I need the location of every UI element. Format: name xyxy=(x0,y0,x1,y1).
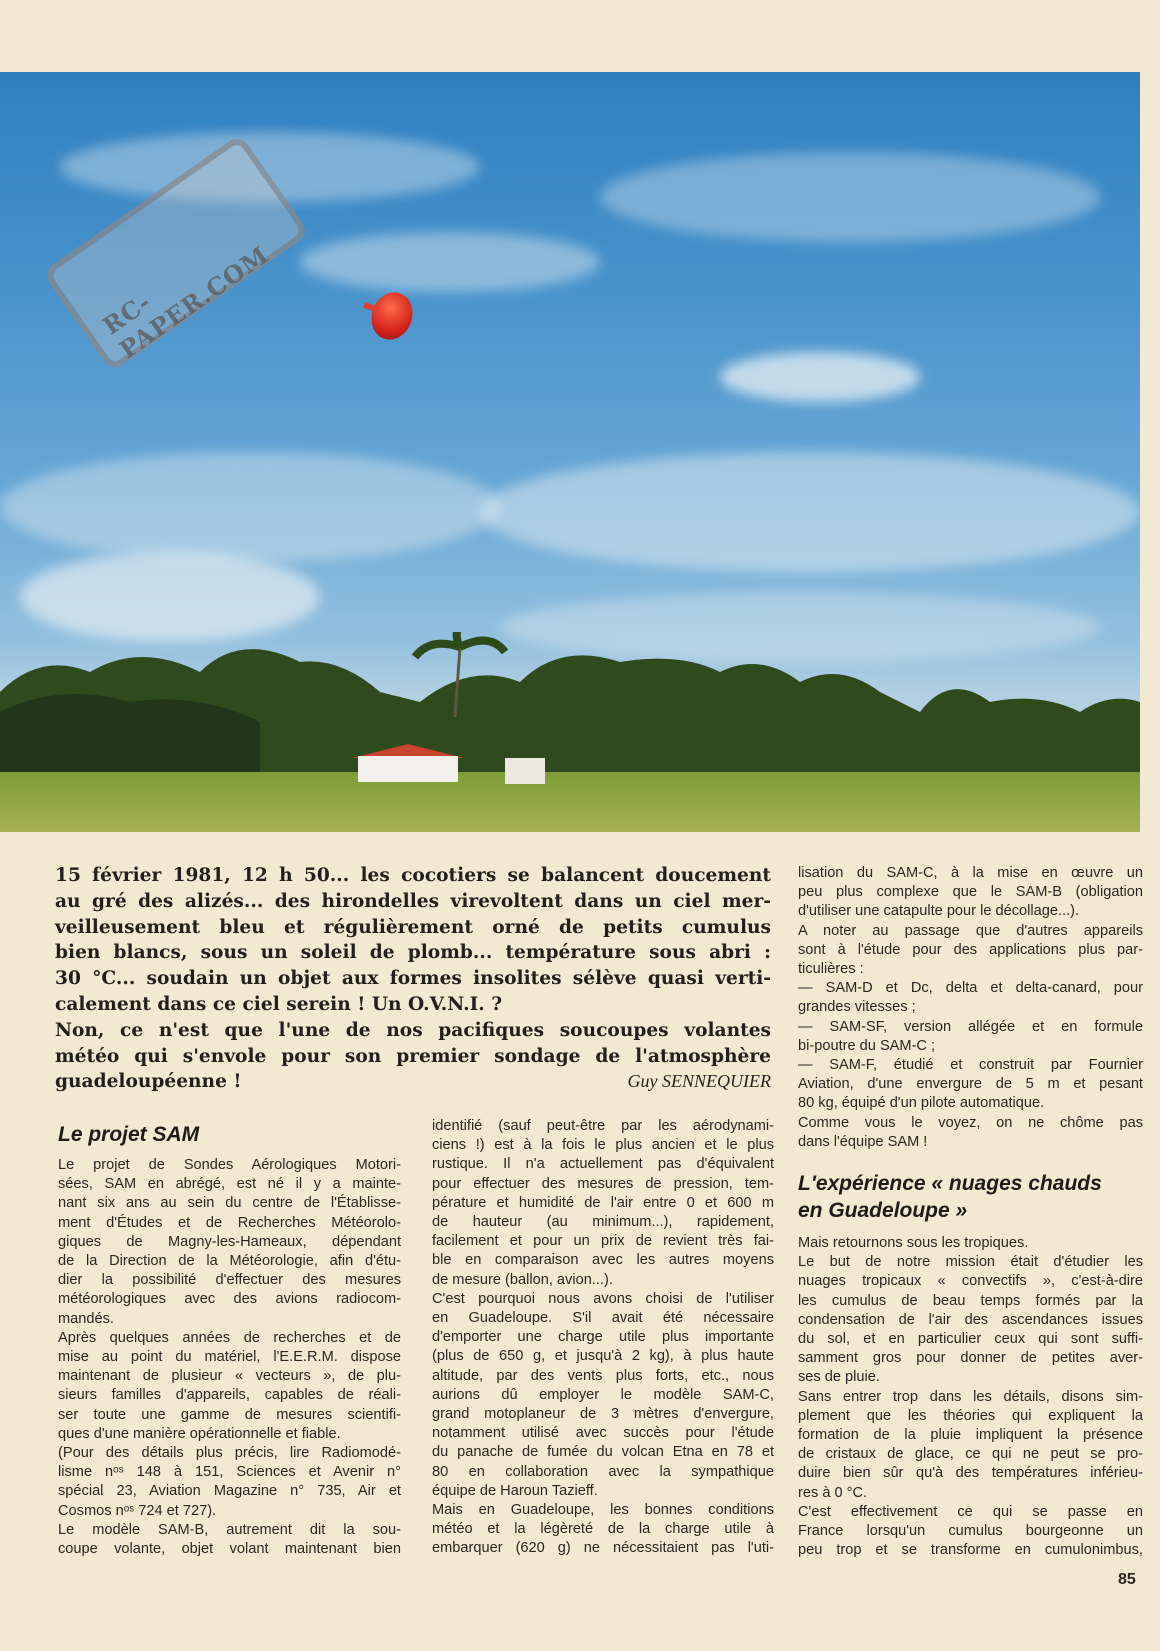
text-line: Le modèle SAM-B, autrement dit la sou- xyxy=(58,1521,401,1538)
paragraph xyxy=(798,1503,1143,1561)
text-line: altitude, par des vents plus forts, etc., nous xyxy=(432,1367,774,1384)
flying-saucer-drone xyxy=(365,287,419,346)
intro-line: guadeloupéenne ! xyxy=(55,1071,242,1093)
text-line: en Guadeloupe. S'il avait été nécessaire xyxy=(432,1310,774,1327)
author-byline: Guy SENNEQUIER xyxy=(627,1071,771,1092)
house xyxy=(505,758,545,784)
paragraph xyxy=(58,1156,401,1329)
paragraph xyxy=(798,979,1143,1017)
section-heading xyxy=(798,1170,1143,1224)
paragraph xyxy=(58,1329,401,1444)
text-line: maintenant de plusieur « vecteurs », de plu- xyxy=(58,1368,401,1385)
text-line: ciens !) est à la fois le plus ancien et le plus xyxy=(432,1137,774,1154)
text-line: sont à l'étude pour des applications plus par- xyxy=(798,941,1143,958)
intro-line: Non, ce n'est que l'une de nos pacifiques soucoupes volantes xyxy=(55,1019,771,1041)
text-line: Mais en Guadeloupe, les bonnes conditions xyxy=(432,1502,774,1519)
text-line: ble en comparaison avec les autres moyens xyxy=(432,1252,774,1269)
text-line: embarquer (620 g) ne nécessitaient pas l'uti- xyxy=(432,1540,774,1557)
text-line: France lorsqu'un cumulus bourgeonne un xyxy=(798,1523,1143,1540)
text-line: météo et la légèreté de la charge utile à xyxy=(432,1521,774,1538)
text-line: Cosmos nᵒˢ 724 et 727). xyxy=(58,1502,217,1519)
text-line: 80 kg, équipé d'un pilote automatique. xyxy=(798,1095,1045,1112)
text-line: giques de Magny-les-Hameaux, dépendant xyxy=(58,1233,401,1250)
text-line: équipe de Haroun Tazieff. xyxy=(432,1482,598,1499)
text-line: condensation de l'air des ascendances issues xyxy=(798,1311,1143,1328)
text-line: identifié (sauf peut-être par les aérodynami- xyxy=(432,1118,774,1134)
intro-line: 15 février 1981, 12 h 50... les cocotiers se balancent doucement xyxy=(55,865,771,886)
text-line: duire bien sûr qu'à des températures inférieu- xyxy=(798,1465,1143,1482)
paragraph xyxy=(798,1114,1143,1152)
intro-line: veilleusement bleu et régulièrement orné de petits cumulus xyxy=(55,916,771,938)
paragraph xyxy=(798,1018,1143,1056)
text-line: pérature et humidité de l'air entre 0 et 600 m xyxy=(432,1194,774,1211)
text-line: plement que les théories qui expliquent la xyxy=(798,1407,1143,1424)
text-line: — SAM-SF, version allégée et en formule xyxy=(798,1018,1143,1035)
text-line: sées, SAM en abrégé, est né il y a mainte- xyxy=(58,1176,401,1193)
text-line: du sol, et en particulier ceux qui sont suffi- xyxy=(798,1331,1143,1348)
text-line: C'est effectivement ce qui se passe en xyxy=(798,1503,1143,1520)
text-line: ses de pluie. xyxy=(798,1369,880,1386)
intro-line: météo qui s'envole pour son premier sondage de l'atmosphère xyxy=(55,1045,771,1067)
text-line: Après quelques années de recherches et de xyxy=(58,1329,401,1346)
column-left xyxy=(58,1121,401,1559)
text-line: dier la possibilité d'effectuer des mesures xyxy=(58,1272,401,1289)
text-line: lisme nᵒˢ 148 à 151, Sciences et Avenir n° xyxy=(58,1464,401,1481)
paragraph xyxy=(798,922,1143,980)
section-heading xyxy=(58,1121,401,1148)
paragraph xyxy=(58,1444,401,1521)
watermark-logo: RC-PAPER.COM xyxy=(42,134,310,373)
text-line: — SAM-D et Dc, delta et delta-canard, pour xyxy=(798,980,1143,997)
text-line: grand motoplaneur de 3 mètres d'envergure, xyxy=(432,1406,774,1423)
text-line: dans l'équipe SAM ! xyxy=(798,1133,928,1150)
text-line: bi-poutre du SAM-C ; xyxy=(798,1037,936,1054)
text-line: ment d'Études et de Recherches Météorolo- xyxy=(58,1214,401,1231)
paragraph xyxy=(798,1056,1143,1114)
text-line: 80 en collaboration avec la sympathique xyxy=(432,1463,774,1480)
text-line: de hauteur (au minimum...), rapidement, xyxy=(432,1214,774,1231)
page-number: 85 xyxy=(1118,1571,1136,1588)
paragraph xyxy=(432,1290,774,1501)
text-line: peu trop et se transforme en cumulonimbus, xyxy=(798,1542,1143,1559)
section-heading-line: L'expérience « nuages chauds xyxy=(798,1172,1102,1195)
text-line: notamment utilisé avec succès pour l'étude xyxy=(432,1425,774,1442)
text-line: peu plus complexe que le SAM-B (obligation xyxy=(798,884,1143,901)
text-line: spécial 23, Aviation Magazine n° 735, Air et xyxy=(58,1483,401,1500)
paragraph xyxy=(798,1388,1143,1503)
text-line: les cumulus de beau temps formés par la xyxy=(798,1292,1143,1309)
article-photo xyxy=(0,72,1140,832)
text-line: d'emporter une charge utile plus importante xyxy=(432,1329,774,1346)
text-line: mandés. xyxy=(58,1310,114,1327)
paragraph xyxy=(798,864,1143,922)
text-line: (Pour des détails plus précis, lire Radiomodé- xyxy=(58,1445,401,1462)
text-line: nant six ans au sein du centre de l'Établisse- xyxy=(58,1195,401,1212)
text-line: Le but de notre mission était d'étudier les xyxy=(798,1254,1143,1271)
text-line: de cristaux de glace, ce qui ne peut se pro- xyxy=(798,1446,1143,1463)
text-line: d'utiliser une catapulte pour le décollage...). xyxy=(798,903,1080,920)
paragraph xyxy=(798,1234,1143,1253)
text-line: météorologiques avec des avions radiocom- xyxy=(58,1291,401,1308)
text-line: Aviation, d'une envergure de 5 m et pesant xyxy=(798,1076,1143,1093)
paragraph xyxy=(798,1253,1143,1387)
section-heading-line: en Guadeloupe » xyxy=(798,1199,968,1222)
text-line: Le projet de Sondes Aérologiques Motori- xyxy=(58,1157,401,1173)
text-line: res à 0 °C. xyxy=(798,1484,868,1501)
text-line: ticulières : xyxy=(798,961,864,978)
paragraph xyxy=(432,1117,774,1290)
column-right-top xyxy=(798,864,1143,1152)
column-middle xyxy=(432,1117,774,1559)
text-line: facilement et pour un prix de revient très fai- xyxy=(432,1233,774,1250)
text-line: de mesure (ballon, avion...). xyxy=(432,1271,613,1288)
text-line: samment gros pour donner de petites aver- xyxy=(798,1350,1143,1367)
text-line: Comme vous le voyez, on ne chôme pas xyxy=(798,1114,1143,1131)
text-line: — SAM-F, étudié et construit par Fournier xyxy=(798,1057,1143,1074)
text-line: coupe volante, objet volant maintenant bien xyxy=(58,1541,401,1558)
text-line: Sans entrer trop dans les détails, disons sim- xyxy=(798,1388,1143,1405)
intro-line: au gré des alizés... des hirondelles virevoltent dans un ciel mer- xyxy=(55,890,771,912)
text-line: de la Direction de la Météorologie, afin d'étu- xyxy=(58,1253,401,1270)
intro-line: 30 °C... soudain un objet aux formes insolites sélève quasi verti- xyxy=(55,968,771,990)
text-line: formation de la pluie impliquent la présence xyxy=(798,1427,1143,1444)
intro-line: bien blancs, sous un soleil de plomb... température sous abri : xyxy=(55,942,771,964)
text-line: aurions dû employer le modèle SAM-C, xyxy=(432,1386,774,1403)
text-line: grandes vitesses ; xyxy=(798,999,916,1016)
tree-line xyxy=(0,632,1140,772)
text-line: Mais retournons sous les tropiques. xyxy=(798,1235,1029,1251)
house xyxy=(358,756,458,782)
intro-line: calement dans ce ciel serein ! Un O.V.N.I. ? xyxy=(55,993,503,1015)
text-line: pour effectuer des mesures de pression, tem- xyxy=(432,1175,774,1192)
text-line: ques d'une manière opérationnelle et fiable. xyxy=(58,1425,341,1442)
section-heading-line: Le projet SAM xyxy=(58,1123,200,1146)
text-line: A noter au passage que d'autres appareils xyxy=(798,922,1143,939)
text-line: rustique. Il n'a actuellement pas d'équivalent xyxy=(432,1156,774,1173)
column-right-bottom xyxy=(798,1170,1143,1560)
text-line: nuages tropicaux « convectifs », c'est-à-dire xyxy=(798,1273,1143,1290)
text-line: (plus de 650 g, et jusqu'à 2 kg), à plus haute xyxy=(432,1348,774,1365)
text-line: sieurs familles d'appareils, capables de réali- xyxy=(58,1387,401,1404)
text-line: C'est pourquoi nous avons choisi de l'utiliser xyxy=(432,1290,774,1307)
article-intro xyxy=(55,863,771,1095)
text-line: lisation du SAM-C, à la mise en œuvre un xyxy=(798,865,1143,881)
paragraph xyxy=(432,1501,774,1559)
text-line: mise au point du matériel, l'E.E.R.M. dispose xyxy=(58,1349,401,1366)
text-line: ser toute une gamme de mesures scientifi- xyxy=(58,1406,401,1423)
paragraph xyxy=(58,1521,401,1559)
text-line: du panache de fumée du volcan Etna en 78 et xyxy=(432,1444,774,1461)
